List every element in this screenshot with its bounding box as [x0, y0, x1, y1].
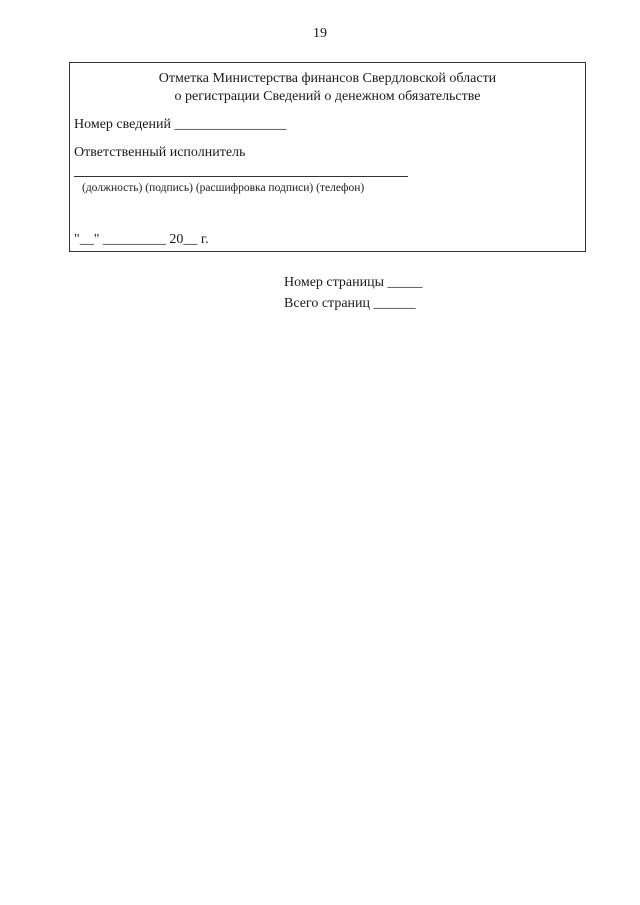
signature-caption: (должность) (подпись) (расшифровка подписи) (телефон): [82, 182, 365, 194]
mark-box-title-line1: Отметка Министерства финансов Свердловской области: [158, 71, 497, 86]
page-count-block: [284, 272, 423, 314]
mark-box-title-line2: о регистрации Сведений о денежном обязательстве: [174, 89, 481, 104]
mark-box-title: [70, 70, 585, 106]
responsible-executor-label: Ответственный исполнитель: [74, 145, 246, 160]
total-pages-field: Всего страниц ______: [284, 296, 416, 311]
date-field: "__" _________ 20__ г.: [74, 232, 209, 247]
registration-mark-box: [69, 62, 586, 252]
page-number: 19: [313, 26, 327, 41]
page-number-field: Номер страницы _____: [284, 275, 423, 290]
record-number-field: Номер сведений ________________: [74, 117, 287, 132]
signature-rule: [74, 176, 408, 177]
